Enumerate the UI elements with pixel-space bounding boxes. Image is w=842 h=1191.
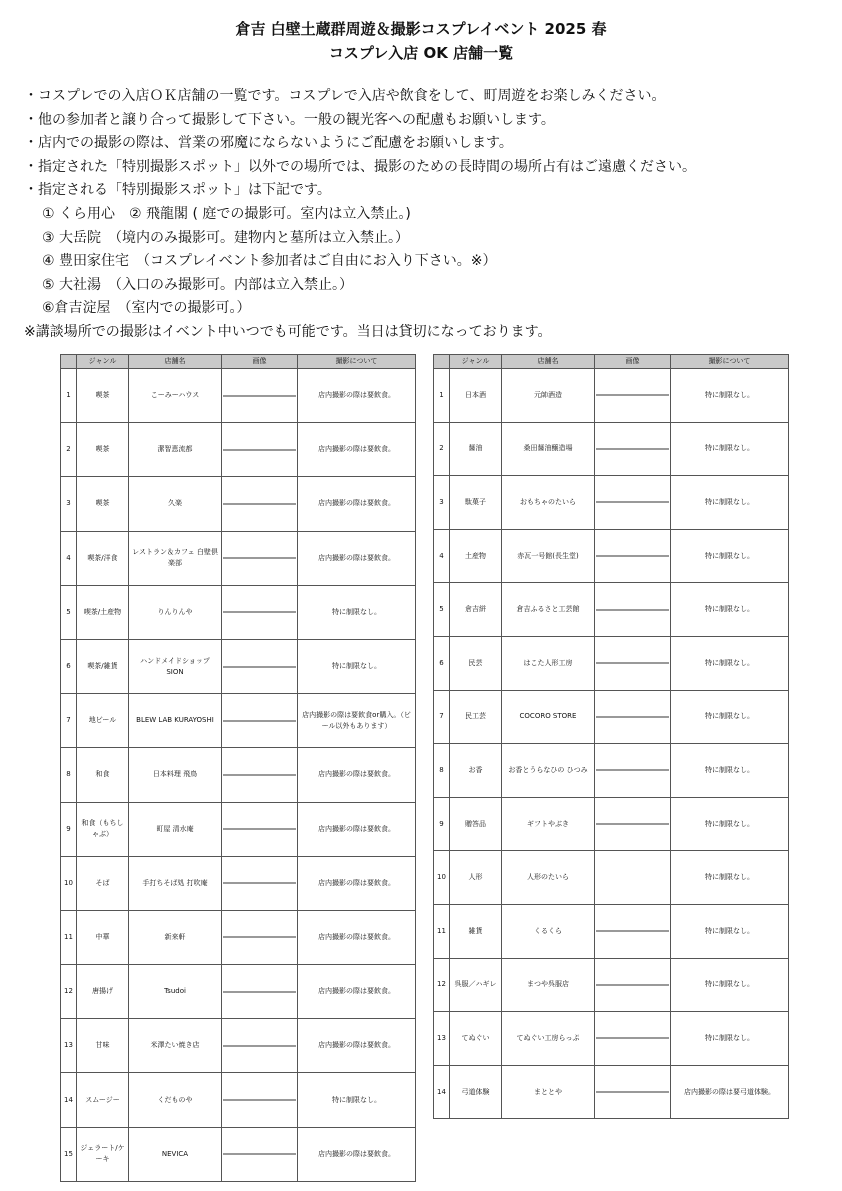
table-row bbox=[434, 851, 789, 905]
table-row bbox=[61, 910, 416, 964]
row-number: 7 bbox=[434, 690, 450, 744]
row-number: 14 bbox=[434, 1065, 450, 1119]
header-genre: ジャンル bbox=[77, 355, 129, 369]
genre-cell: 人形 bbox=[450, 851, 502, 905]
shop-name-cell: 久楽 bbox=[129, 477, 222, 531]
row-number: 10 bbox=[434, 851, 450, 905]
image-cell bbox=[595, 797, 671, 851]
image-cell bbox=[595, 958, 671, 1012]
shop-photo-image bbox=[596, 1091, 669, 1093]
genre-cell: そば bbox=[77, 856, 129, 910]
shop-photo-image bbox=[223, 1099, 296, 1101]
shop-name-cell: 倉吉ふるさと工芸館 bbox=[502, 583, 595, 637]
photo-rule-cell: 特に制限なし。 bbox=[671, 690, 789, 744]
shop-photo-image bbox=[596, 662, 669, 664]
table-row bbox=[61, 369, 416, 423]
spot-line: ③ 大岳院 （境内のみ撮影可。建物内と墓所は立入禁止。） bbox=[42, 229, 409, 246]
shop-name-cell: 人形のたいら bbox=[502, 851, 595, 905]
table-row bbox=[434, 369, 789, 423]
shop-name-cell: レストラン＆カフェ 白壁倶楽部 bbox=[129, 531, 222, 585]
photo-rule-cell: 特に制限なし。 bbox=[671, 1012, 789, 1066]
genre-cell: 呉服／ハギレ bbox=[450, 958, 502, 1012]
header-no bbox=[434, 355, 450, 369]
shop-name-cell: おもちゃのたいら bbox=[502, 476, 595, 530]
image-cell bbox=[222, 369, 298, 423]
header-shop-name: 店舗名 bbox=[129, 355, 222, 369]
photo-rule-cell: 店内撮影の際は要飲食or購入。（ビール以外もあります） bbox=[298, 694, 416, 748]
table-header-row bbox=[61, 355, 416, 369]
table-row bbox=[61, 965, 416, 1019]
table-row bbox=[61, 748, 416, 802]
image-cell bbox=[222, 639, 298, 693]
shop-table-right bbox=[433, 354, 789, 1119]
shop-name-cell: まととや bbox=[502, 1065, 595, 1119]
shop-photo-image bbox=[596, 930, 669, 932]
shop-photo-image bbox=[223, 503, 296, 505]
row-number: 13 bbox=[61, 1019, 77, 1073]
shop-name-cell: お香とうらなひの ひつみ bbox=[502, 744, 595, 798]
spot-line: ① くら用心 ② 飛龍閣 ( 庭での撮影可。室内は立入禁止。) bbox=[42, 205, 411, 222]
row-number: 13 bbox=[434, 1012, 450, 1066]
header-no bbox=[61, 355, 77, 369]
shop-photo-image bbox=[596, 448, 669, 450]
image-cell bbox=[595, 1065, 671, 1119]
photo-rule-cell: 特に制限なし。 bbox=[298, 1073, 416, 1127]
note-line: ・他の参加者と譲り合って撮影して下さい。一般の観光客への配慮もお願いします。 bbox=[24, 111, 555, 128]
genre-cell: 和食（もちしゃぶ） bbox=[77, 802, 129, 856]
row-number: 15 bbox=[61, 1127, 77, 1181]
genre-cell: お香 bbox=[450, 744, 502, 798]
row-number: 5 bbox=[61, 585, 77, 639]
genre-cell: ジェラート/ケーキ bbox=[77, 1127, 129, 1181]
shop-name-cell: まつや呉服店 bbox=[502, 958, 595, 1012]
row-number: 3 bbox=[61, 477, 77, 531]
shop-name-cell: COCORO STORE bbox=[502, 690, 595, 744]
table-row bbox=[61, 802, 416, 856]
notes-list bbox=[24, 85, 824, 345]
table-row bbox=[434, 1012, 789, 1066]
table-row bbox=[61, 477, 416, 531]
shop-name-cell: 桑田醤油醸造場 bbox=[502, 422, 595, 476]
photo-rule-cell: 特に制限なし。 bbox=[671, 422, 789, 476]
image-cell bbox=[595, 904, 671, 958]
table-row bbox=[61, 531, 416, 585]
shop-name-cell: こーみーハウス bbox=[129, 369, 222, 423]
table-row bbox=[434, 797, 789, 851]
shop-photo-image bbox=[596, 609, 669, 611]
page-title: 倉吉 白壁土蔵群周遊＆撮影コスプレイベント 2025 春 bbox=[235, 20, 607, 38]
table-header-row bbox=[434, 355, 789, 369]
shop-name-cell: 日本料理 飛鳥 bbox=[129, 748, 222, 802]
genre-cell: てぬぐい bbox=[450, 1012, 502, 1066]
shop-photo-image bbox=[223, 449, 296, 451]
image-cell bbox=[595, 369, 671, 423]
genre-cell: 土産物 bbox=[450, 529, 502, 583]
shop-name-cell: りんりんや bbox=[129, 585, 222, 639]
row-number: 6 bbox=[434, 636, 450, 690]
shop-photo-image bbox=[223, 828, 296, 830]
row-number: 4 bbox=[61, 531, 77, 585]
image-cell bbox=[595, 636, 671, 690]
spot-line: ⑥倉吉淀屋 （室内での撮影可。） bbox=[42, 300, 251, 317]
shop-photo-image bbox=[596, 555, 669, 557]
genre-cell: 喫茶 bbox=[77, 369, 129, 423]
row-number: 2 bbox=[434, 422, 450, 476]
image-cell bbox=[222, 585, 298, 639]
genre-cell: 日本酒 bbox=[450, 369, 502, 423]
header-image: 画像 bbox=[222, 355, 298, 369]
image-cell bbox=[595, 529, 671, 583]
genre-cell: 民芸 bbox=[450, 636, 502, 690]
image-cell bbox=[595, 422, 671, 476]
shop-name-cell: 新来軒 bbox=[129, 910, 222, 964]
header-genre: ジャンル bbox=[450, 355, 502, 369]
photo-rule-cell: 特に制限なし。 bbox=[671, 636, 789, 690]
note-line: ・指定された「特別撮影スポット」以外での場所では、撮影のための長時間の場所占有はご遠慮ください。 bbox=[24, 158, 696, 175]
spot-line: ⑤ 大社湯 （入口のみ撮影可。内部は立入禁止。） bbox=[42, 276, 353, 293]
image-cell bbox=[595, 851, 671, 905]
row-number: 12 bbox=[434, 958, 450, 1012]
photo-rule-cell: 特に制限なし。 bbox=[671, 476, 789, 530]
photo-rule-cell: 特に制限なし。 bbox=[671, 851, 789, 905]
photo-rule-cell: 店内撮影の際は要飲食。 bbox=[298, 965, 416, 1019]
photo-rule-cell: 特に制限なし。 bbox=[671, 797, 789, 851]
table-row bbox=[434, 904, 789, 958]
photo-rule-cell: 特に制限なし。 bbox=[671, 958, 789, 1012]
image-cell bbox=[222, 748, 298, 802]
genre-cell: 喫茶 bbox=[77, 423, 129, 477]
genre-cell: 地ビール bbox=[77, 694, 129, 748]
row-number: 4 bbox=[434, 529, 450, 583]
shop-name-cell: 手打ちそば処 打吹庵 bbox=[129, 856, 222, 910]
shop-photo-image bbox=[596, 394, 669, 396]
image-cell bbox=[222, 965, 298, 1019]
photo-rule-cell: 特に制限なし。 bbox=[671, 904, 789, 958]
genre-cell: 贈答品 bbox=[450, 797, 502, 851]
photo-rule-cell: 店内撮影の際は要飲食。 bbox=[298, 910, 416, 964]
table-row bbox=[61, 856, 416, 910]
table-row bbox=[61, 1073, 416, 1127]
genre-cell: 喫茶 bbox=[77, 477, 129, 531]
genre-cell: 甘味 bbox=[77, 1019, 129, 1073]
row-number: 1 bbox=[434, 369, 450, 423]
shop-photo-image bbox=[223, 666, 296, 668]
row-number: 9 bbox=[434, 797, 450, 851]
shop-name-cell: BLEW LAB KURAYOSHI bbox=[129, 694, 222, 748]
table-row bbox=[61, 423, 416, 477]
photo-rule-cell: 店内撮影の際は要弓道体験。 bbox=[671, 1065, 789, 1119]
photo-rule-cell: 店内撮影の際は要飲食。 bbox=[298, 477, 416, 531]
image-cell bbox=[222, 1127, 298, 1181]
shop-photo-image bbox=[596, 716, 669, 718]
shop-name-cell: Tsudoi bbox=[129, 965, 222, 1019]
note-footnote: ※講談場所での撮影はイベント中いつでも可能です。当日は貸切になっております。 bbox=[24, 323, 552, 340]
genre-cell: 雑貨 bbox=[450, 904, 502, 958]
photo-rule-cell: 店内撮影の際は要飲食。 bbox=[298, 423, 416, 477]
row-number: 2 bbox=[61, 423, 77, 477]
header-photo-rules: 撮影について bbox=[671, 355, 789, 369]
image-cell bbox=[595, 1012, 671, 1066]
shop-name-cell: 町屋 清水庵 bbox=[129, 802, 222, 856]
note-line: ・コスプレでの入店ＯＫ店舗の一覧です。コスプレで入店や飲食をして、町周遊をお楽しみください。 bbox=[24, 88, 666, 104]
image-cell bbox=[595, 476, 671, 530]
photo-rule-cell: 店内撮影の際は要飲食。 bbox=[298, 1127, 416, 1181]
genre-cell: 駄菓子 bbox=[450, 476, 502, 530]
page-subtitle: コスプレ入店 OK 店舗一覧 bbox=[328, 44, 514, 62]
shop-name-cell: ギフトやぶき bbox=[502, 797, 595, 851]
table-row bbox=[61, 694, 416, 748]
genre-cell: 民工芸 bbox=[450, 690, 502, 744]
photo-rule-cell: 店内撮影の際は要飲食。 bbox=[298, 802, 416, 856]
header-shop-name: 店舗名 bbox=[502, 355, 595, 369]
photo-rule-cell: 店内撮影の際は要飲食。 bbox=[298, 856, 416, 910]
note-line: ・指定される「特別撮影スポット」は下記です。 bbox=[24, 182, 331, 199]
note-line: ・店内での撮影の際は、営業の邪魔にならないようにご配慮をお願いします。 bbox=[24, 135, 513, 152]
shop-photo-image bbox=[223, 720, 296, 722]
shop-photo-image bbox=[223, 1045, 296, 1047]
image-cell bbox=[595, 583, 671, 637]
row-number: 12 bbox=[61, 965, 77, 1019]
image-cell bbox=[222, 856, 298, 910]
image-cell bbox=[222, 802, 298, 856]
row-number: 11 bbox=[434, 904, 450, 958]
shop-photo-image bbox=[223, 1153, 296, 1155]
table-row bbox=[434, 476, 789, 530]
genre-cell: 中華 bbox=[77, 910, 129, 964]
shop-table-left bbox=[60, 354, 416, 1182]
row-number: 8 bbox=[434, 744, 450, 798]
shop-photo-image bbox=[596, 984, 669, 986]
row-number: 1 bbox=[61, 369, 77, 423]
genre-cell: 弓道体験 bbox=[450, 1065, 502, 1119]
genre-cell: スムージー bbox=[77, 1073, 129, 1127]
row-number: 9 bbox=[61, 802, 77, 856]
table-row bbox=[434, 744, 789, 798]
header-image: 画像 bbox=[595, 355, 671, 369]
image-cell bbox=[222, 477, 298, 531]
photo-rule-cell: 店内撮影の際は要飲食。 bbox=[298, 369, 416, 423]
table-row bbox=[61, 1019, 416, 1073]
table-row bbox=[434, 1065, 789, 1119]
shop-name-cell: NEVICA bbox=[129, 1127, 222, 1181]
image-cell bbox=[222, 423, 298, 477]
table-row bbox=[434, 529, 789, 583]
shop-photo-image bbox=[223, 611, 296, 613]
image-cell bbox=[222, 1073, 298, 1127]
genre-cell: 喫茶/雑貨 bbox=[77, 639, 129, 693]
photo-rule-cell: 店内撮影の際は要飲食。 bbox=[298, 531, 416, 585]
shop-photo-image bbox=[223, 774, 296, 776]
image-cell bbox=[222, 1019, 298, 1073]
table-row bbox=[434, 422, 789, 476]
image-cell bbox=[222, 531, 298, 585]
genre-cell: 喫茶/土産物 bbox=[77, 585, 129, 639]
shop-name-cell: 潔智恵流都 bbox=[129, 423, 222, 477]
table-row bbox=[61, 1127, 416, 1181]
photo-rule-cell: 特に制限なし。 bbox=[671, 583, 789, 637]
spot-line: ④ 豊田家住宅 （コスプレイベント参加者はご自由にお入り下さい。※） bbox=[42, 253, 497, 270]
shop-photo-image bbox=[223, 882, 296, 884]
photo-rule-cell: 特に制限なし。 bbox=[671, 744, 789, 798]
table-row bbox=[61, 639, 416, 693]
shop-photo-image bbox=[596, 501, 669, 503]
table-row bbox=[61, 585, 416, 639]
photo-rule-cell: 特に制限なし。 bbox=[298, 585, 416, 639]
photo-rule-cell: 特に制限なし。 bbox=[298, 639, 416, 693]
row-number: 11 bbox=[61, 910, 77, 964]
shop-name-cell: くるくら bbox=[502, 904, 595, 958]
shop-name-cell: 米澤たい焼き店 bbox=[129, 1019, 222, 1073]
genre-cell: 倉吉絣 bbox=[450, 583, 502, 637]
image-cell bbox=[595, 690, 671, 744]
row-number: 14 bbox=[61, 1073, 77, 1127]
header-photo-rules: 撮影について bbox=[298, 355, 416, 369]
table-row bbox=[434, 583, 789, 637]
photo-rule-cell: 特に制限なし。 bbox=[671, 369, 789, 423]
row-number: 6 bbox=[61, 639, 77, 693]
row-number: 5 bbox=[434, 583, 450, 637]
row-number: 3 bbox=[434, 476, 450, 530]
shop-name-cell: 赤瓦一号館(長生堂) bbox=[502, 529, 595, 583]
genre-cell: 醤油 bbox=[450, 422, 502, 476]
shop-photo-image bbox=[596, 1037, 669, 1039]
shop-photo-image bbox=[596, 769, 669, 771]
image-cell bbox=[222, 694, 298, 748]
genre-cell: 唐揚げ bbox=[77, 965, 129, 1019]
row-number: 8 bbox=[61, 748, 77, 802]
photo-rule-cell: 店内撮影の際は要飲食。 bbox=[298, 1019, 416, 1073]
shop-photo-image bbox=[223, 991, 296, 993]
photo-rule-cell: 特に制限なし。 bbox=[671, 529, 789, 583]
shop-name-cell: くだものや bbox=[129, 1073, 222, 1127]
genre-cell: 和食 bbox=[77, 748, 129, 802]
photo-rule-cell: 店内撮影の際は要飲食。 bbox=[298, 748, 416, 802]
shop-name-cell: てぬぐい工房らっぷ bbox=[502, 1012, 595, 1066]
shop-photo-image bbox=[223, 395, 296, 397]
shop-name-cell: ハンドメイドショップ SION bbox=[129, 639, 222, 693]
row-number: 7 bbox=[61, 694, 77, 748]
shop-name-cell: 元帥酒造 bbox=[502, 369, 595, 423]
table-row bbox=[434, 690, 789, 744]
row-number: 10 bbox=[61, 856, 77, 910]
table-row bbox=[434, 958, 789, 1012]
genre-cell: 喫茶/洋食 bbox=[77, 531, 129, 585]
shop-photo-image bbox=[223, 557, 296, 559]
shop-photo-image bbox=[223, 936, 296, 938]
shop-photo-image bbox=[596, 823, 669, 825]
shop-name-cell: はこた人形工房 bbox=[502, 636, 595, 690]
table-row bbox=[434, 636, 789, 690]
image-cell bbox=[595, 744, 671, 798]
image-cell bbox=[222, 910, 298, 964]
